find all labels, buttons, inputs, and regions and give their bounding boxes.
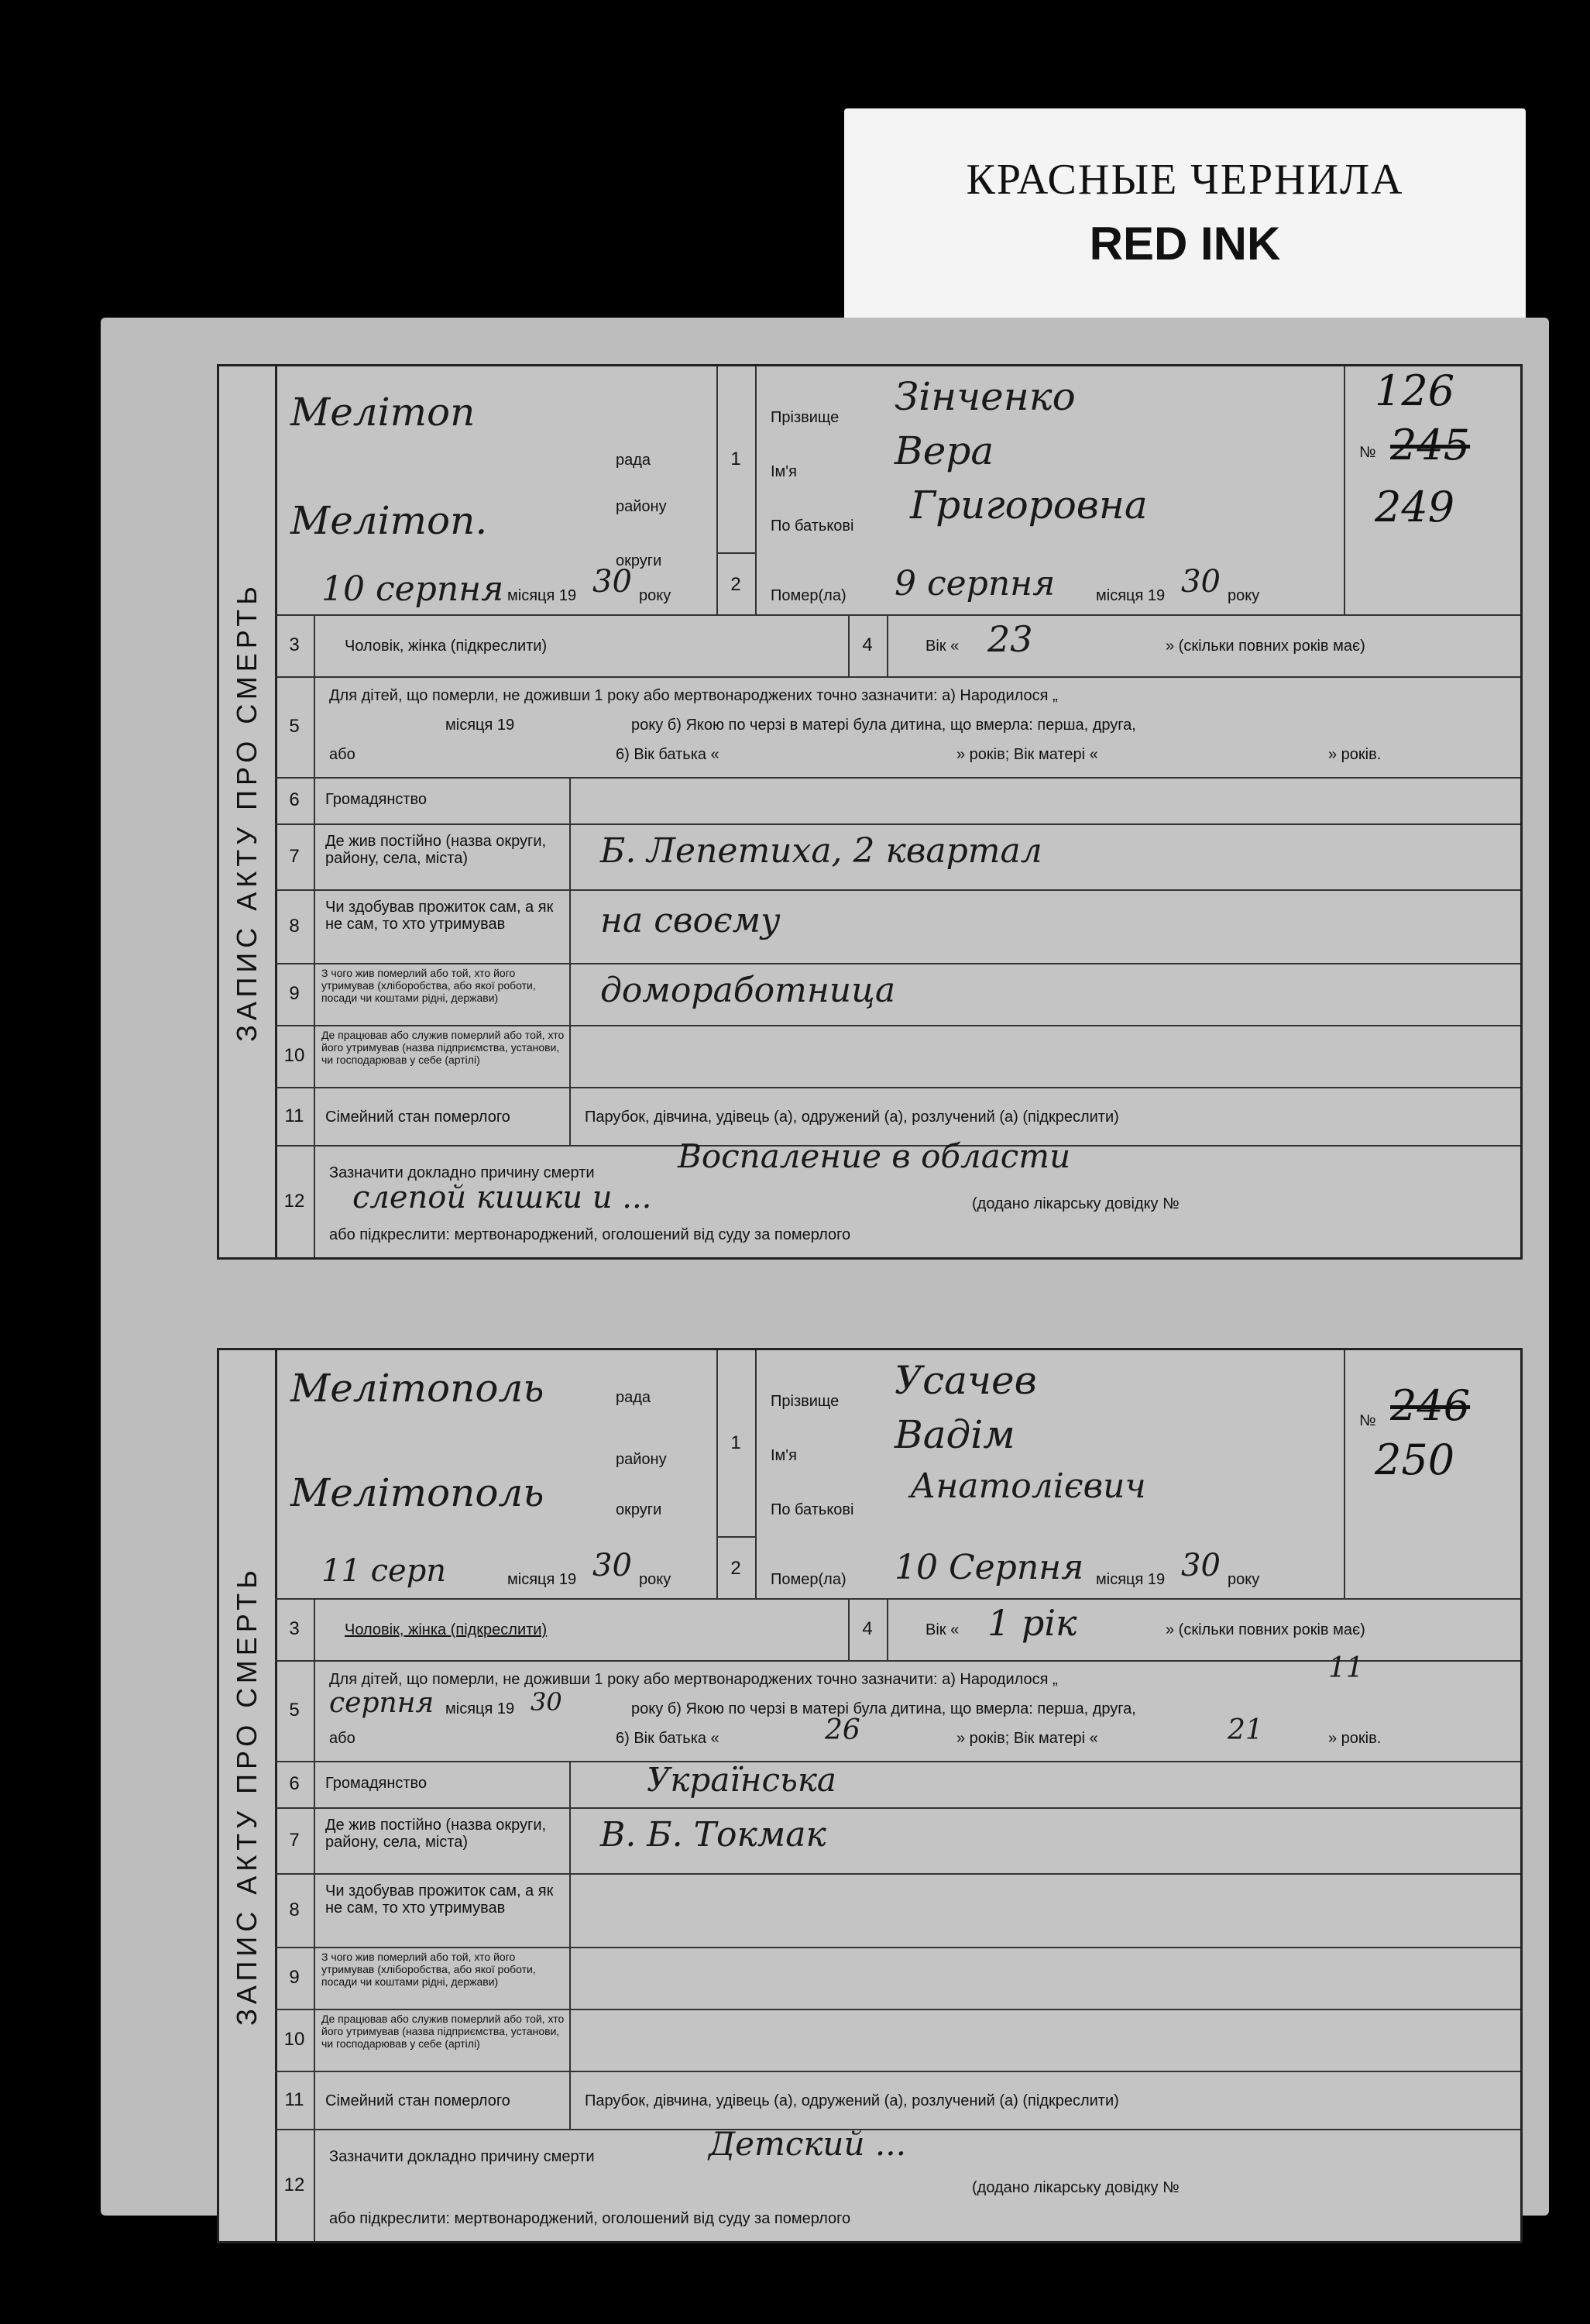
reg-number-top: 126	[1375, 366, 1455, 415]
patronymic-value-2: Анатолієвич	[910, 1466, 1146, 1506]
surname-value-2: Усачев	[895, 1358, 1037, 1403]
record-date-day-2: 11 серп	[321, 1553, 447, 1589]
row-9-2: 9 З чого жив померлий або той, хто його утримував (хліборобства, або якої роботи, посади чи коштами рідні, держави)	[275, 1947, 1520, 2010]
death-day-value: 9 серпня	[895, 564, 1056, 603]
cause-value-2: слепой кишки и ...	[352, 1180, 652, 1215]
row-10: 10 Де працював або служив померлий або той, хто його утримував (назва підприємства, установи, чи господарював у себе (артілі)	[275, 1025, 1520, 1088]
died-label: Помер(ла)	[771, 587, 847, 604]
age-value-2: 1 рік	[987, 1602, 1077, 1644]
row-7-2: 7 Де жив постійно (назва округи, району, села, міста) В. Б. Токмак	[275, 1807, 1520, 1875]
okrugy-value-2: Мелітополь	[290, 1470, 544, 1515]
death-record-sheet	[101, 318, 1549, 2227]
year-label: року	[639, 587, 671, 604]
row-12: 12 Зазначити докладно причину смерти Воспаление в области слепой кишки и ... (додано лікарську довідку № або підкреслити: мертвонароджений, оголошений від суду за померлого	[275, 1145, 1520, 1257]
form-vertical-title: ЗАПИС АКТУ ПРО СМЕРТЬ	[219, 366, 277, 1257]
residence-value: Б. Лепетиха, 2 квартал	[600, 831, 1042, 871]
raionu-label: району	[616, 498, 667, 515]
citizenship-value-2: Українська	[647, 1761, 836, 1799]
record-date-day: 10 серпня	[321, 569, 504, 609]
row-11-2: 11 Сімейний стан померлого Парубок, дівчина, удівець (а), одружений (а), розлучений (а) (підкреслити)	[275, 2071, 1520, 2130]
row-7: 7 Де жив постійно (назва округи, району, села, міста) Б. Лепетиха, 2 квартал	[275, 823, 1520, 891]
cause-value-2-1: Детский ...	[709, 2125, 906, 2163]
name-label: Ім'я	[771, 463, 797, 480]
sex-label: Чоловік, жінка (підкреслити)	[345, 638, 548, 655]
record-date-year: 30	[592, 564, 632, 600]
row-12-2: 12 Зазначити докладно причину смерти Детский ... (додано лікарську довідку № або підкреслити: мертвонароджений, оголошений від суду за померлого	[275, 2129, 1520, 2241]
row-6: 6 Громадянство	[275, 777, 1520, 825]
label-line-russian: КРАСНЫЕ ЧЕРНИЛА	[966, 156, 1404, 204]
name-value: Вера	[895, 428, 994, 473]
row-10-2: 10 Де працював або служив померлий або той, хто його утримував (назва підприємства, установи, чи господарював у себе (артілі)	[275, 2009, 1520, 2072]
row-num-1: 1	[716, 366, 757, 552]
reg-number-old: 245	[1390, 421, 1471, 469]
reg-number-old-2: 246	[1390, 1381, 1471, 1430]
surname-label: Прізвище	[771, 409, 840, 426]
patronymic-value: Григоровна	[910, 483, 1148, 528]
name-value-2: Вадім	[895, 1412, 1015, 1457]
no-label: №	[1359, 444, 1376, 461]
support-value: на своєму	[600, 901, 781, 940]
occupation-value: домоработница	[600, 971, 896, 1010]
death-day-value-2: 10 Серпня	[895, 1548, 1084, 1587]
row-9: 9 З чого жив померлий або той, хто його утримував (хліборобства, або якої роботи, посади чи коштами рідні, держави) домоработница	[275, 963, 1520, 1026]
row-6-2: 6 Громадянство Українська	[275, 1761, 1520, 1809]
death-record-form-1	[217, 364, 1523, 1260]
rada-label: рада	[616, 452, 651, 469]
death-record-form-2	[217, 1348, 1523, 2243]
row-5: 5 Для дітей, що померли, не доживши 1 року або мертвонароджених точно зазначити: а) Народилося „ місяця 19 року б) Якою по черзі в матері була дитина, що вмерла: перша, друга, або 6) Вік батька « » років; Вік матері « » років.	[275, 676, 1520, 779]
month-label: місяця 19	[507, 587, 577, 604]
header-block-2: Мелітополь рада району Мелітополь округи 1 Прізвище Усачев Ім'я Вадім По батькові Анатолієвич № 246 250 11 серп місяця 19 30 року 2 Помер(ла) 10 Серпня місяця 19 30 року	[275, 1350, 1520, 1600]
okrugy-label: округи	[616, 552, 662, 569]
surname-value: Зінченко	[895, 374, 1076, 419]
residence-value-2: В. Б. Токмак	[600, 1815, 826, 1855]
cause-value-1: Воспаление в области	[678, 1137, 1071, 1175]
reg-number-new-2: 250	[1375, 1435, 1455, 1484]
okrugy-value: Мелітоп.	[290, 498, 488, 543]
death-month-label: місяця 19	[1096, 587, 1166, 604]
age-tail: » (скільки повних років має)	[1166, 638, 1365, 655]
header-block	[275, 366, 1520, 616]
rada-value: Мелітоп	[290, 390, 476, 435]
row-3: 3 Чоловік, жінка (підкреслити) 4 Вік « 23 » (скільки повних років має)	[275, 614, 1520, 678]
age-label: Вік «	[925, 638, 960, 655]
patronymic-label: По батькові	[771, 517, 854, 535]
row-8: 8 Чи здобував прожиток сам, а як не сам, то хто утримував на своєму	[275, 889, 1520, 964]
row-5-2: 5 Для дітей, що померли, не доживши 1 року або мертвонароджених точно зазначити: а) Народилося „ 11 серпня місяця 19 30 року б) Якою по черзі в матері була дитина, що вмерла: перша, друга, або 6) Вік батька « 26 » років; Вік матері « 21 » років.	[275, 1660, 1520, 1762]
death-year-value: 30	[1181, 564, 1221, 600]
label-line-english: RED INK	[1089, 218, 1281, 270]
reg-number-new: 249	[1375, 483, 1455, 531]
form-vertical-title-2: ЗАПИС АКТУ ПРО СМЕРТЬ	[219, 1350, 277, 2241]
death-year-label: року	[1228, 587, 1260, 604]
row-11: 11 Сімейний стан померлого Парубок, дівчина, удівець (а), одружений (а), розлучений (а) (підкреслити)	[275, 1087, 1520, 1147]
rada-value-2: Мелітополь	[290, 1366, 544, 1411]
row-3-2: 3 Чоловік, жінка (підкреслити) 4 Вік « 1 рік » (скільки повних років має)	[275, 1598, 1520, 1662]
age-value: 23	[987, 618, 1033, 660]
row-num-2: 2	[716, 552, 757, 616]
row-8-2: 8 Чи здобував прожиток сам, а як не сам, то хто утримував	[275, 1873, 1520, 1948]
